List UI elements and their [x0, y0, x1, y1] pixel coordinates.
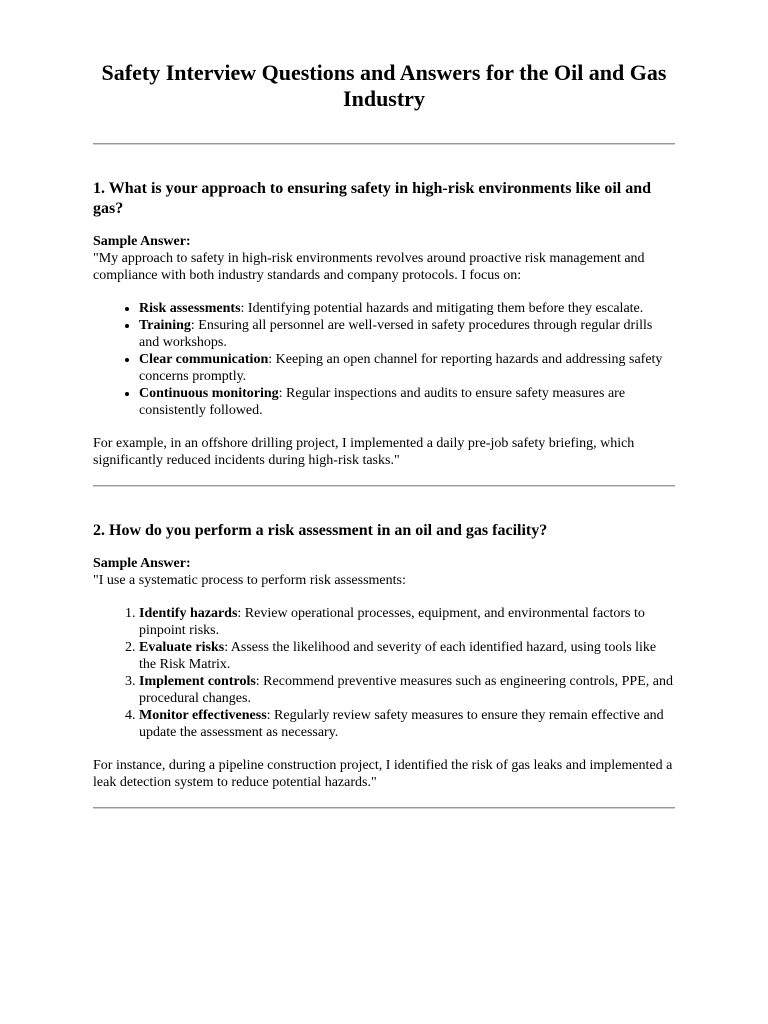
list-item-text: : Review operational processes, equipment, and environmental factors to pinpoint risks. — [139, 606, 645, 638]
sample-answer-label: Sample Answer: — [93, 556, 191, 571]
list-item — [139, 317, 675, 351]
list-item-term: Clear communication — [139, 352, 269, 367]
list-item — [139, 639, 675, 673]
answer-closing: For example, in an offshore drilling project, I implemented a daily pre-job safety briefing, which significantly reduced incidents during high-risk tasks." — [93, 436, 635, 468]
list-item-term: Risk assessments — [139, 301, 241, 316]
qa-section-2 — [93, 521, 675, 791]
list-item-text: : Regular inspections and audits to ensure safety measures are consistently followed. — [139, 386, 626, 418]
section-divider — [93, 807, 675, 809]
list-item-term: Training — [139, 318, 191, 333]
document-title: Safety Interview Questions and Answers for the Oil and Gas Industry — [101, 60, 667, 111]
question-heading: 1. What is your approach to ensuring safety in high-risk environments like oil and gas? — [93, 180, 652, 217]
sample-answer-label: Sample Answer: — [93, 234, 191, 249]
answer-closing: For instance, during a pipeline construction project, I identified the risk of gas leaks and implemented a leak detection system to reduce potential hazards." — [93, 758, 673, 790]
list-item — [139, 707, 675, 741]
list-item-term: Monitor effectiveness — [139, 708, 267, 723]
answer-bullet-list — [93, 300, 675, 419]
list-item-text: : Keeping an open channel for reporting hazards and addressing safety concerns promptly. — [139, 352, 663, 384]
list-item-text: : Ensuring all personnel are well-versed in safety procedures through regular drills and workshops. — [139, 318, 653, 350]
list-item-term: Evaluate risks — [139, 640, 225, 655]
list-item-term: Continuous monitoring — [139, 386, 279, 401]
list-item — [139, 673, 675, 707]
section-divider — [93, 485, 675, 487]
answer-intro: "My approach to safety in high-risk environments revolves around proactive risk management and compliance with both industry standards and company protocols. I focus on: — [93, 251, 645, 283]
list-item — [139, 605, 675, 639]
list-item-term: Identify hazards — [139, 606, 238, 621]
list-item — [139, 300, 675, 317]
list-item-term: Implement controls — [139, 674, 256, 689]
qa-section-1 — [93, 179, 675, 469]
question-heading: 2. How do you perform a risk assessment in an oil and gas facility? — [93, 522, 548, 539]
answer-numbered-list — [93, 605, 675, 741]
title-divider — [93, 143, 675, 145]
list-item-text: : Recommend preventive measures such as engineering controls, PPE, and procedural changes. — [139, 674, 673, 706]
list-item — [139, 385, 675, 419]
answer-intro: "I use a systematic process to perform risk assessments: — [93, 573, 406, 588]
list-item — [139, 351, 675, 385]
list-item-text: : Identifying potential hazards and mitigating them before they escalate. — [240, 301, 644, 316]
list-item-text: : Regularly review safety measures to ensure they remain effective and update the assessment as necessary. — [139, 708, 664, 740]
list-item-text: : Assess the likelihood and severity of each identified hazard, using tools like the Risk Matrix. — [139, 640, 657, 672]
